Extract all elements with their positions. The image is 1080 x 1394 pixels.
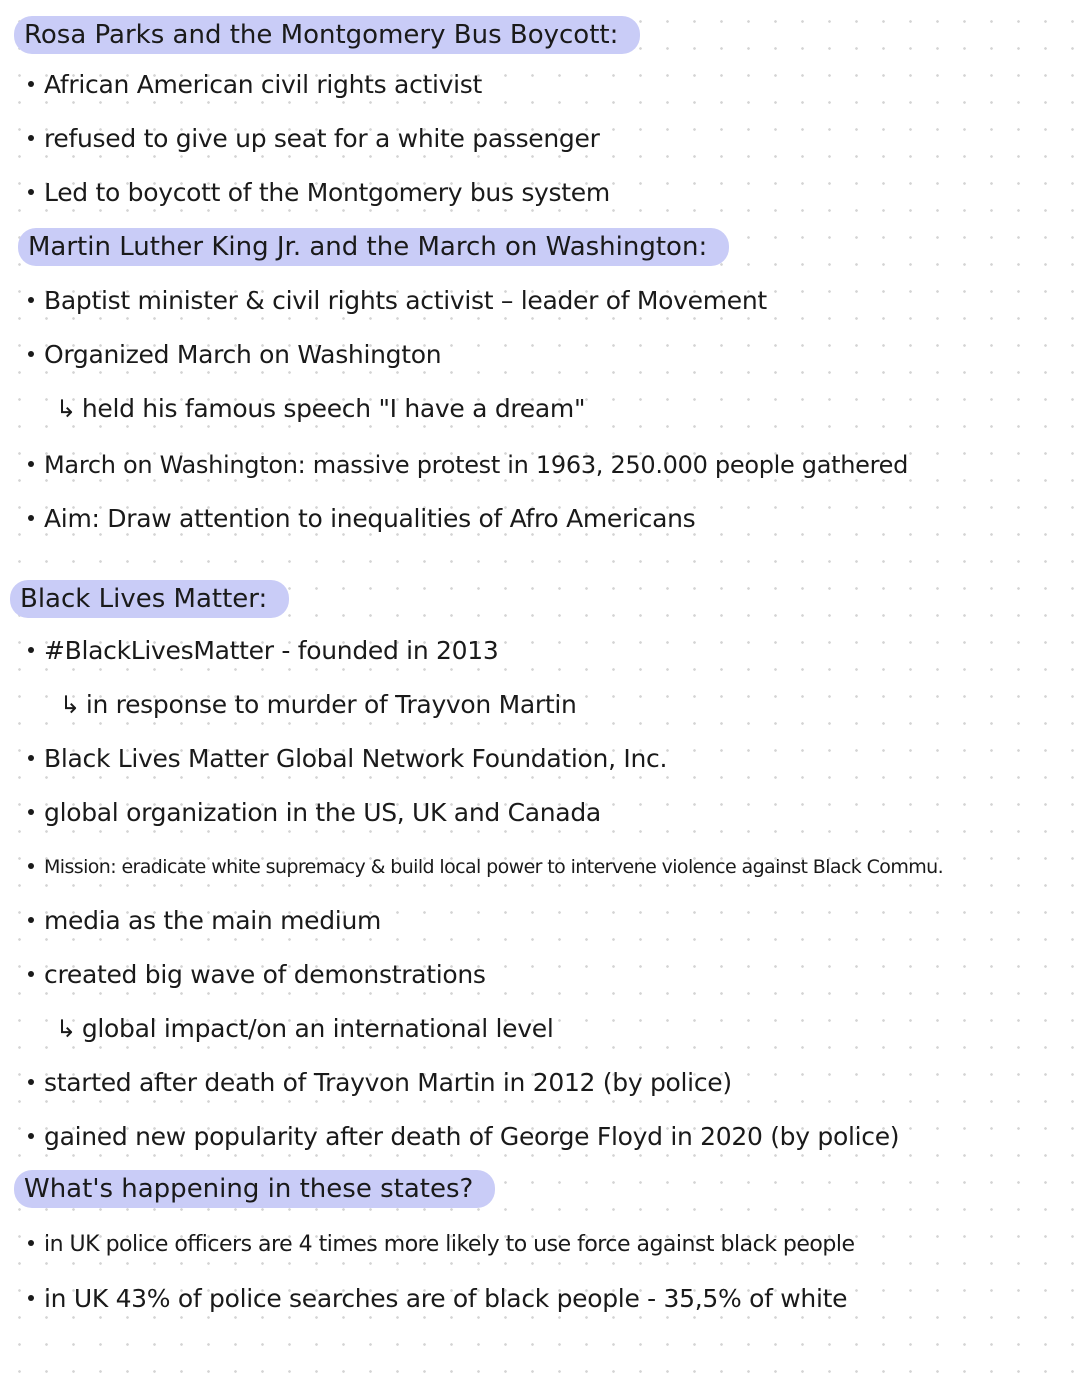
list-item: March on Washington: massive protest in 1963, 250.000 people gathered [28,448,908,482]
list-item: Black Lives Matter Global Network Foundation, Inc. [28,742,667,776]
bullet-icon [28,755,34,761]
bullet-icon [28,1079,34,1085]
bullet-icon [28,297,34,303]
list-item: Led to boycott of the Montgomery bus system [28,176,610,210]
list-item: African American civil rights activist [28,68,482,102]
bullet-icon [28,351,34,357]
heading-rosa-parks: Rosa Parks and the Montgomery Bus Boycott: [14,16,640,54]
bullet-icon [28,809,34,815]
bullet-icon [28,189,34,195]
list-item: Aim: Draw attention to inequalities of Afro Americans [28,502,695,536]
arrow-icon: ↳ [56,1015,76,1043]
bullet-icon [28,1295,34,1301]
arrow-icon: ↳ [60,691,80,719]
list-item: global organization in the US, UK and Canada [28,796,601,830]
list-subitem: ↳ global impact/on an international level [56,1012,554,1046]
bullet-icon [28,515,34,521]
list-item: created big wave of demonstrations [28,958,486,992]
list-item: in UK 43% of police searches are of black people - 35,5% of white [28,1282,847,1316]
list-subitem: ↳ held his famous speech "I have a dream" [56,392,585,426]
bullet-icon [28,81,34,87]
list-item: Organized March on Washington [28,338,441,372]
list-item: in UK police officers are 4 times more likely to use force against black people [28,1228,855,1262]
list-item: #BlackLivesMatter - founded in 2013 [28,634,498,668]
bullet-icon [28,1133,34,1139]
bullet-icon [28,461,34,467]
bullet-icon [28,863,34,869]
list-subitem: ↳ in response to murder of Trayvon Martin [60,688,577,722]
heading-states: What's happening in these states? [14,1170,495,1208]
list-item: Mission: eradicate white supremacy & build local power to intervene violence against Black Commu. [28,850,943,884]
list-item: Baptist minister & civil rights activist – leader of Movement [28,284,767,318]
heading-blm: Black Lives Matter: [10,580,289,618]
list-item: started after death of Trayvon Martin in 2012 (by police) [28,1066,732,1100]
heading-mlk: Martin Luther King Jr. and the March on Washington: [18,228,729,266]
list-item: media as the main medium [28,904,381,938]
bullet-icon [28,135,34,141]
bullet-icon [28,647,34,653]
list-item: refused to give up seat for a white passenger [28,122,600,156]
list-item: gained new popularity after death of George Floyd in 2020 (by police) [28,1120,899,1154]
bullet-icon [28,917,34,923]
bullet-icon [28,1240,34,1246]
arrow-icon: ↳ [56,395,76,423]
bullet-icon [28,971,34,977]
